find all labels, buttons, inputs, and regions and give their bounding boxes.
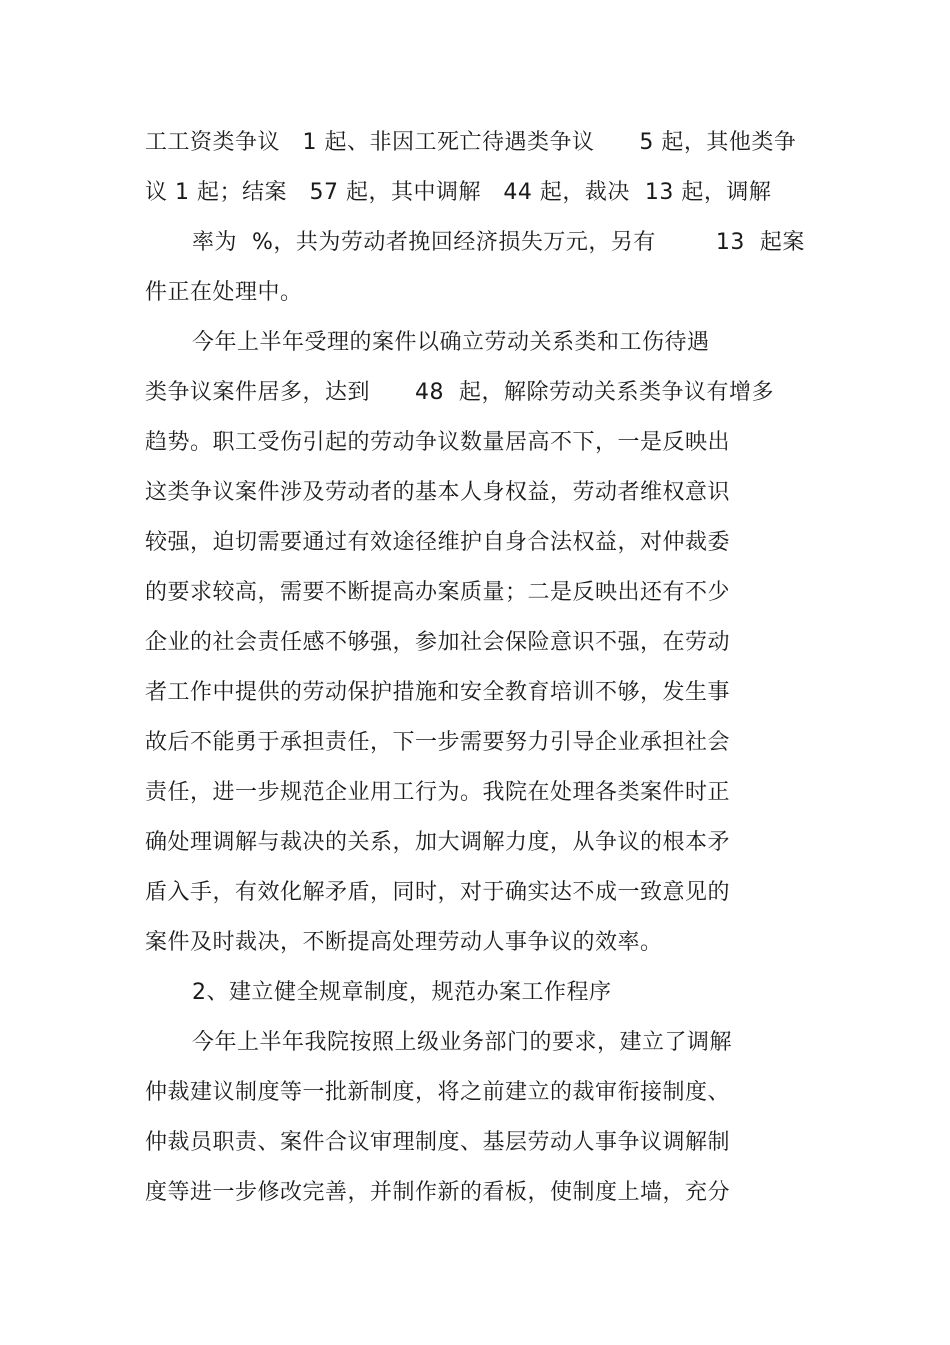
text-line: 工工资类争议 1 起、非因工死亡待遇类争议 5 起，其他类争 xyxy=(145,130,797,155)
text-line: 企业的社会责任感不够强，参加社会保险意识不强，在劳动 xyxy=(145,630,731,655)
text-line: 责任，进一步规范企业用工行为。我院在处理各类案件时正 xyxy=(145,780,731,805)
text-line: 今年上半年我院按照上级业务部门的要求，建立了调解 xyxy=(192,1030,733,1055)
text-line: 仲裁员职责、案件合议审理制度、基层劳动人事争议调解制 xyxy=(145,1130,731,1155)
text-line: 度等进一步修改完善，并制作新的看板，使制度上墙，充分 xyxy=(145,1180,731,1205)
text-line: 率为 %，共为劳动者挽回经济损失万元，另有 13 起案 xyxy=(192,230,805,255)
text-line: 者工作中提供的劳动保护措施和安全教育培训不够，发生事 xyxy=(145,680,731,705)
text-line: 议 1 起；结案 57 起，其中调解 44 起，裁决 13 起，调解 xyxy=(145,180,772,205)
text-line: 盾入手，有效化解矛盾，同时，对于确实达不成一致意见的 xyxy=(145,880,731,905)
text-line: 件正在处理中。 xyxy=(145,280,303,305)
text-line: 确处理调解与裁决的关系，加大调解力度，从争议的根本矛 xyxy=(145,830,731,855)
text-line: 故后不能勇于承担责任，下一步需要努力引导企业承担社会 xyxy=(145,730,731,755)
text-line: 这类争议案件涉及劳动者的基本人身权益，劳动者维权意识 xyxy=(145,480,731,505)
text-line: 类争议案件居多，达到 48 起，解除劳动关系类争议有增多 xyxy=(145,380,774,405)
section-heading: 2、建立健全规章制度，规范办案工作程序 xyxy=(192,980,612,1005)
text-line: 较强，迫切需要通过有效途径维护自身合法权益，对仲裁委 xyxy=(145,530,731,555)
text-line: 的要求较高，需要不断提高办案质量；二是反映出还有不少 xyxy=(145,580,731,605)
text-line: 今年上半年受理的案件以确立劳动关系类和工伤待遇 xyxy=(192,330,710,355)
text-line: 仲裁建议制度等一批新制度，将之前建立的裁审衔接制度、 xyxy=(145,1080,731,1105)
text-line: 趋势。职工受伤引起的劳动争议数量居高不下，一是反映出 xyxy=(145,430,731,455)
text-line: 案件及时裁决，不断提高处理劳动人事争议的效率。 xyxy=(145,930,663,955)
